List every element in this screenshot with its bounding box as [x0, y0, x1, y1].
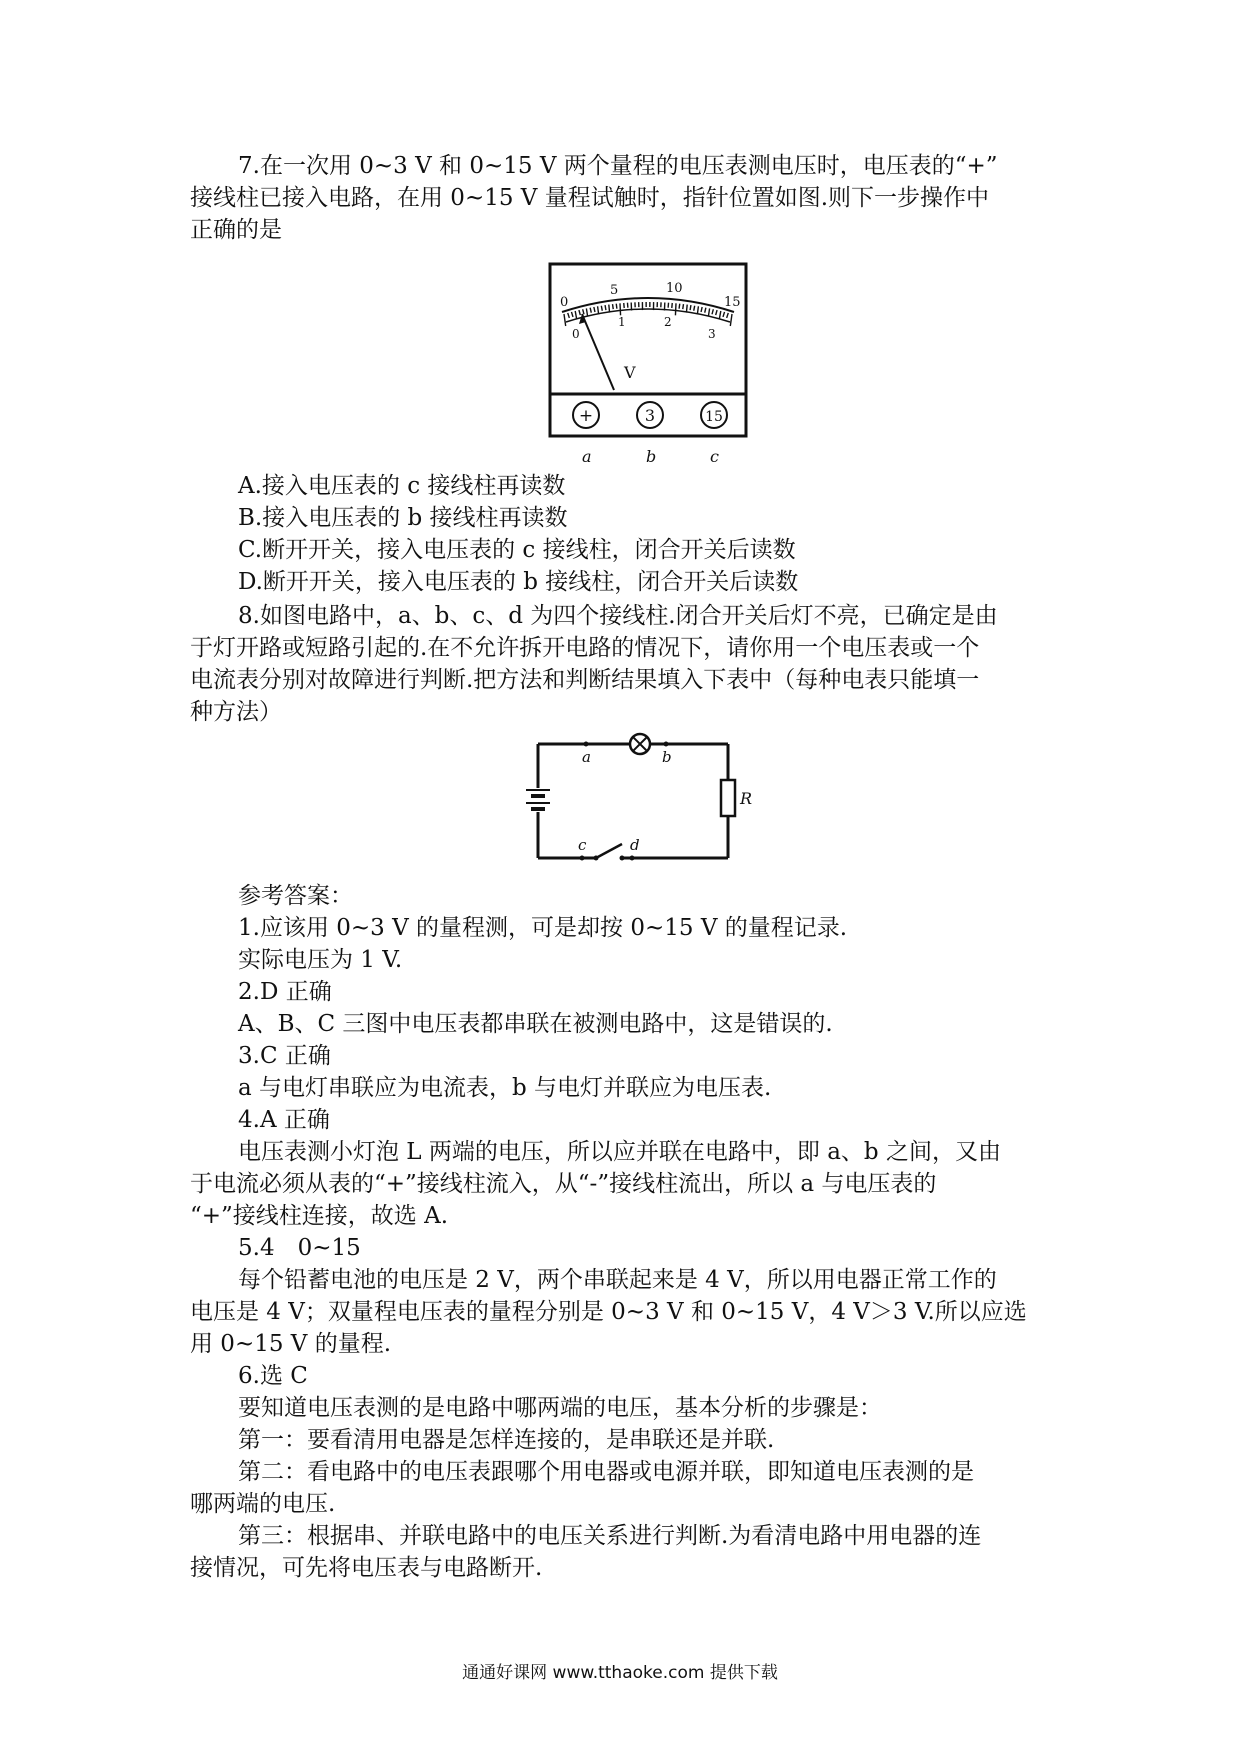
q7-option-c: C.断开开关，接入电压表的 c 接线柱，闭合开关后读数: [238, 537, 796, 563]
answer-line: “+”接线柱连接，故选 A.: [190, 1203, 449, 1229]
scale-tick: [694, 306, 695, 311]
answer-line: 接情况，可先将电压表与电路断开.: [190, 1555, 543, 1581]
answer-line: 电压表测小灯泡 L 两端的电压，所以应并联在电路中，即 a、b 之间，又由: [238, 1139, 1001, 1165]
scale-tick: [586, 308, 587, 316]
scale-bottom-1: 1: [618, 315, 626, 329]
scale-tick: [719, 311, 720, 319]
answer-line: 6.选 C: [238, 1363, 308, 1389]
scale-tick: [723, 312, 725, 317]
answer-line: 2.D 正确: [238, 979, 332, 1005]
label-d: d: [630, 836, 640, 854]
scale-tick: [605, 305, 606, 310]
scale-bottom-2: 2: [664, 315, 672, 329]
answer-line: 每个铅蓄电池的电压是 2 V，两个串联起来是 4 V，所以用电器正常工作的: [238, 1267, 997, 1293]
terminal-b-label: b: [646, 447, 657, 466]
answer-line: 要知道电压表测的是电路中哪两端的电压，基本分析的步骤是：: [238, 1395, 882, 1421]
answer-line: 于电流必须从表的“+”接线柱流入，从“-”接线柱流出，所以 a 与电压表的: [190, 1171, 937, 1197]
lamp: [630, 734, 650, 754]
answers-heading: 参考答案：: [238, 883, 353, 909]
scale-ticks: [564, 302, 732, 326]
answer-line: 4.A 正确: [238, 1107, 330, 1133]
answer-line: 第三：根据串、并联电路中的电压关系进行判断.为看清电路中用电器的连: [238, 1523, 982, 1549]
answer-line: 1.应该用 0~3 V 的量程测，可是却按 0~15 V 的量程记录.: [238, 915, 848, 941]
scale-tick: [568, 313, 570, 318]
scale-top-5: 5: [610, 283, 619, 298]
label-b: b: [662, 748, 672, 766]
label-c: c: [578, 836, 587, 854]
answer-line: a 与电灯串联应为电流表，b 与电灯并联应为电压表.: [238, 1075, 772, 1101]
node-c: [580, 856, 585, 861]
scale-tick: [683, 304, 684, 309]
scale-tick: [583, 309, 584, 314]
battery: [526, 790, 550, 809]
q7-option-b: B.接入电压表的 b 接线柱再读数: [238, 505, 568, 531]
scale-tick: [590, 308, 591, 313]
scale-tick: [594, 307, 595, 312]
answer-line: 3.C 正确: [238, 1043, 331, 1069]
scale-bottom-3: 3: [708, 327, 716, 341]
terminal-3-label: 3: [644, 406, 656, 425]
node-d: [630, 856, 635, 861]
answer-line: A、B、C 三图中电压表都串联在被测电路中，这是错误的.: [238, 1011, 833, 1037]
terminal-a-label: a: [582, 447, 592, 466]
scale-tick: [575, 311, 576, 319]
scale-tick: [579, 310, 580, 315]
scale-tick: [701, 307, 702, 312]
scale-tick: [601, 306, 602, 311]
q8-line-3: 电流表分别对故障进行判断.把方法和判断结果填入下表中（每种电表只能填一: [190, 667, 980, 693]
scale-tick: [705, 308, 706, 313]
scale-tick: [564, 314, 566, 326]
answer-line: 哪两端的电压.: [190, 1491, 336, 1517]
q7-line-2: 接线柱已接入电路，在用 0~15 V 量程试触时，指针位置如图.则下一步操作中: [190, 185, 990, 211]
scale-tick: [690, 305, 691, 310]
scale-top-0: 0: [560, 295, 569, 310]
scale-tick: [730, 314, 732, 326]
q7-line-3: 正确的是: [190, 217, 282, 243]
q7-line-1: 7.在一次用 0~3 V 和 0~15 V 两个量程的电压表测电压时，电压表的“+”: [238, 153, 998, 179]
scale-tick: [675, 303, 676, 315]
answer-line: 第二：看电路中的电压表跟哪个用电器或电源并联，即知道电压表测的是: [238, 1459, 974, 1485]
answer-line: 5.4 0~15: [238, 1235, 361, 1261]
page-footer: 通通好课网 www.tthaoke.com 提供下载: [462, 1663, 778, 1683]
scale-top-10: 10: [666, 281, 683, 296]
q7-option-a: A.接入电压表的 c 接线柱再读数: [238, 473, 566, 499]
resistor-label: R: [740, 789, 753, 808]
scale-tick: [613, 304, 614, 309]
meter-needle: [582, 314, 614, 390]
scale-arc-outer: [562, 298, 734, 312]
q8-line-2: 于灯开路或短路引起的.在不允许拆开电路的情况下，请你用一个电压表或一个: [190, 635, 980, 661]
q8-line-1: 8.如图电路中，a、b、c、d 为四个接线柱.闭合开关后灯不亮，已确定是由: [238, 603, 998, 629]
q8-line-4: 种方法）: [190, 699, 282, 725]
answer-line: 第一：要看清用电器是怎样连接的，是串联还是并联.: [238, 1427, 775, 1453]
scale-tick: [708, 308, 709, 316]
terminal-c-label: c: [710, 447, 719, 466]
scale-tick: [686, 305, 687, 313]
node-b: [664, 742, 669, 747]
scale-tick: [616, 304, 617, 309]
scale-tick: [727, 313, 729, 318]
answer-line: 实际电压为 1 V.: [238, 947, 403, 973]
meter-unit: V: [624, 363, 636, 382]
scale-tick: [571, 312, 573, 317]
scale-tick: [716, 310, 717, 315]
scale-bottom-0: 0: [572, 327, 580, 341]
answer-line: 电压是 4 V；双量程电压表的量程分别是 0~3 V 和 0~15 V，4 V＞3 V.所以应选: [190, 1299, 1027, 1325]
answer-line: 用 0~15 V 的量程.: [190, 1331, 392, 1357]
switch: [594, 844, 625, 861]
node-a: [584, 742, 589, 747]
scale-top-15: 15: [724, 295, 741, 310]
terminal-plus-label: +: [578, 406, 594, 426]
voltmeter-figure: [548, 262, 748, 468]
scale-tick: [679, 304, 680, 309]
scale-tick: [609, 305, 610, 313]
resistor: [721, 780, 735, 816]
label-a: a: [582, 748, 591, 766]
q7-option-d: D.断开开关，接入电压表的 b 接线柱，闭合开关后读数: [238, 569, 799, 595]
scale-tick: [712, 309, 713, 314]
circuit-figure: [526, 726, 756, 866]
scale-tick: [620, 303, 621, 315]
terminal-15-label: 15: [705, 409, 723, 425]
